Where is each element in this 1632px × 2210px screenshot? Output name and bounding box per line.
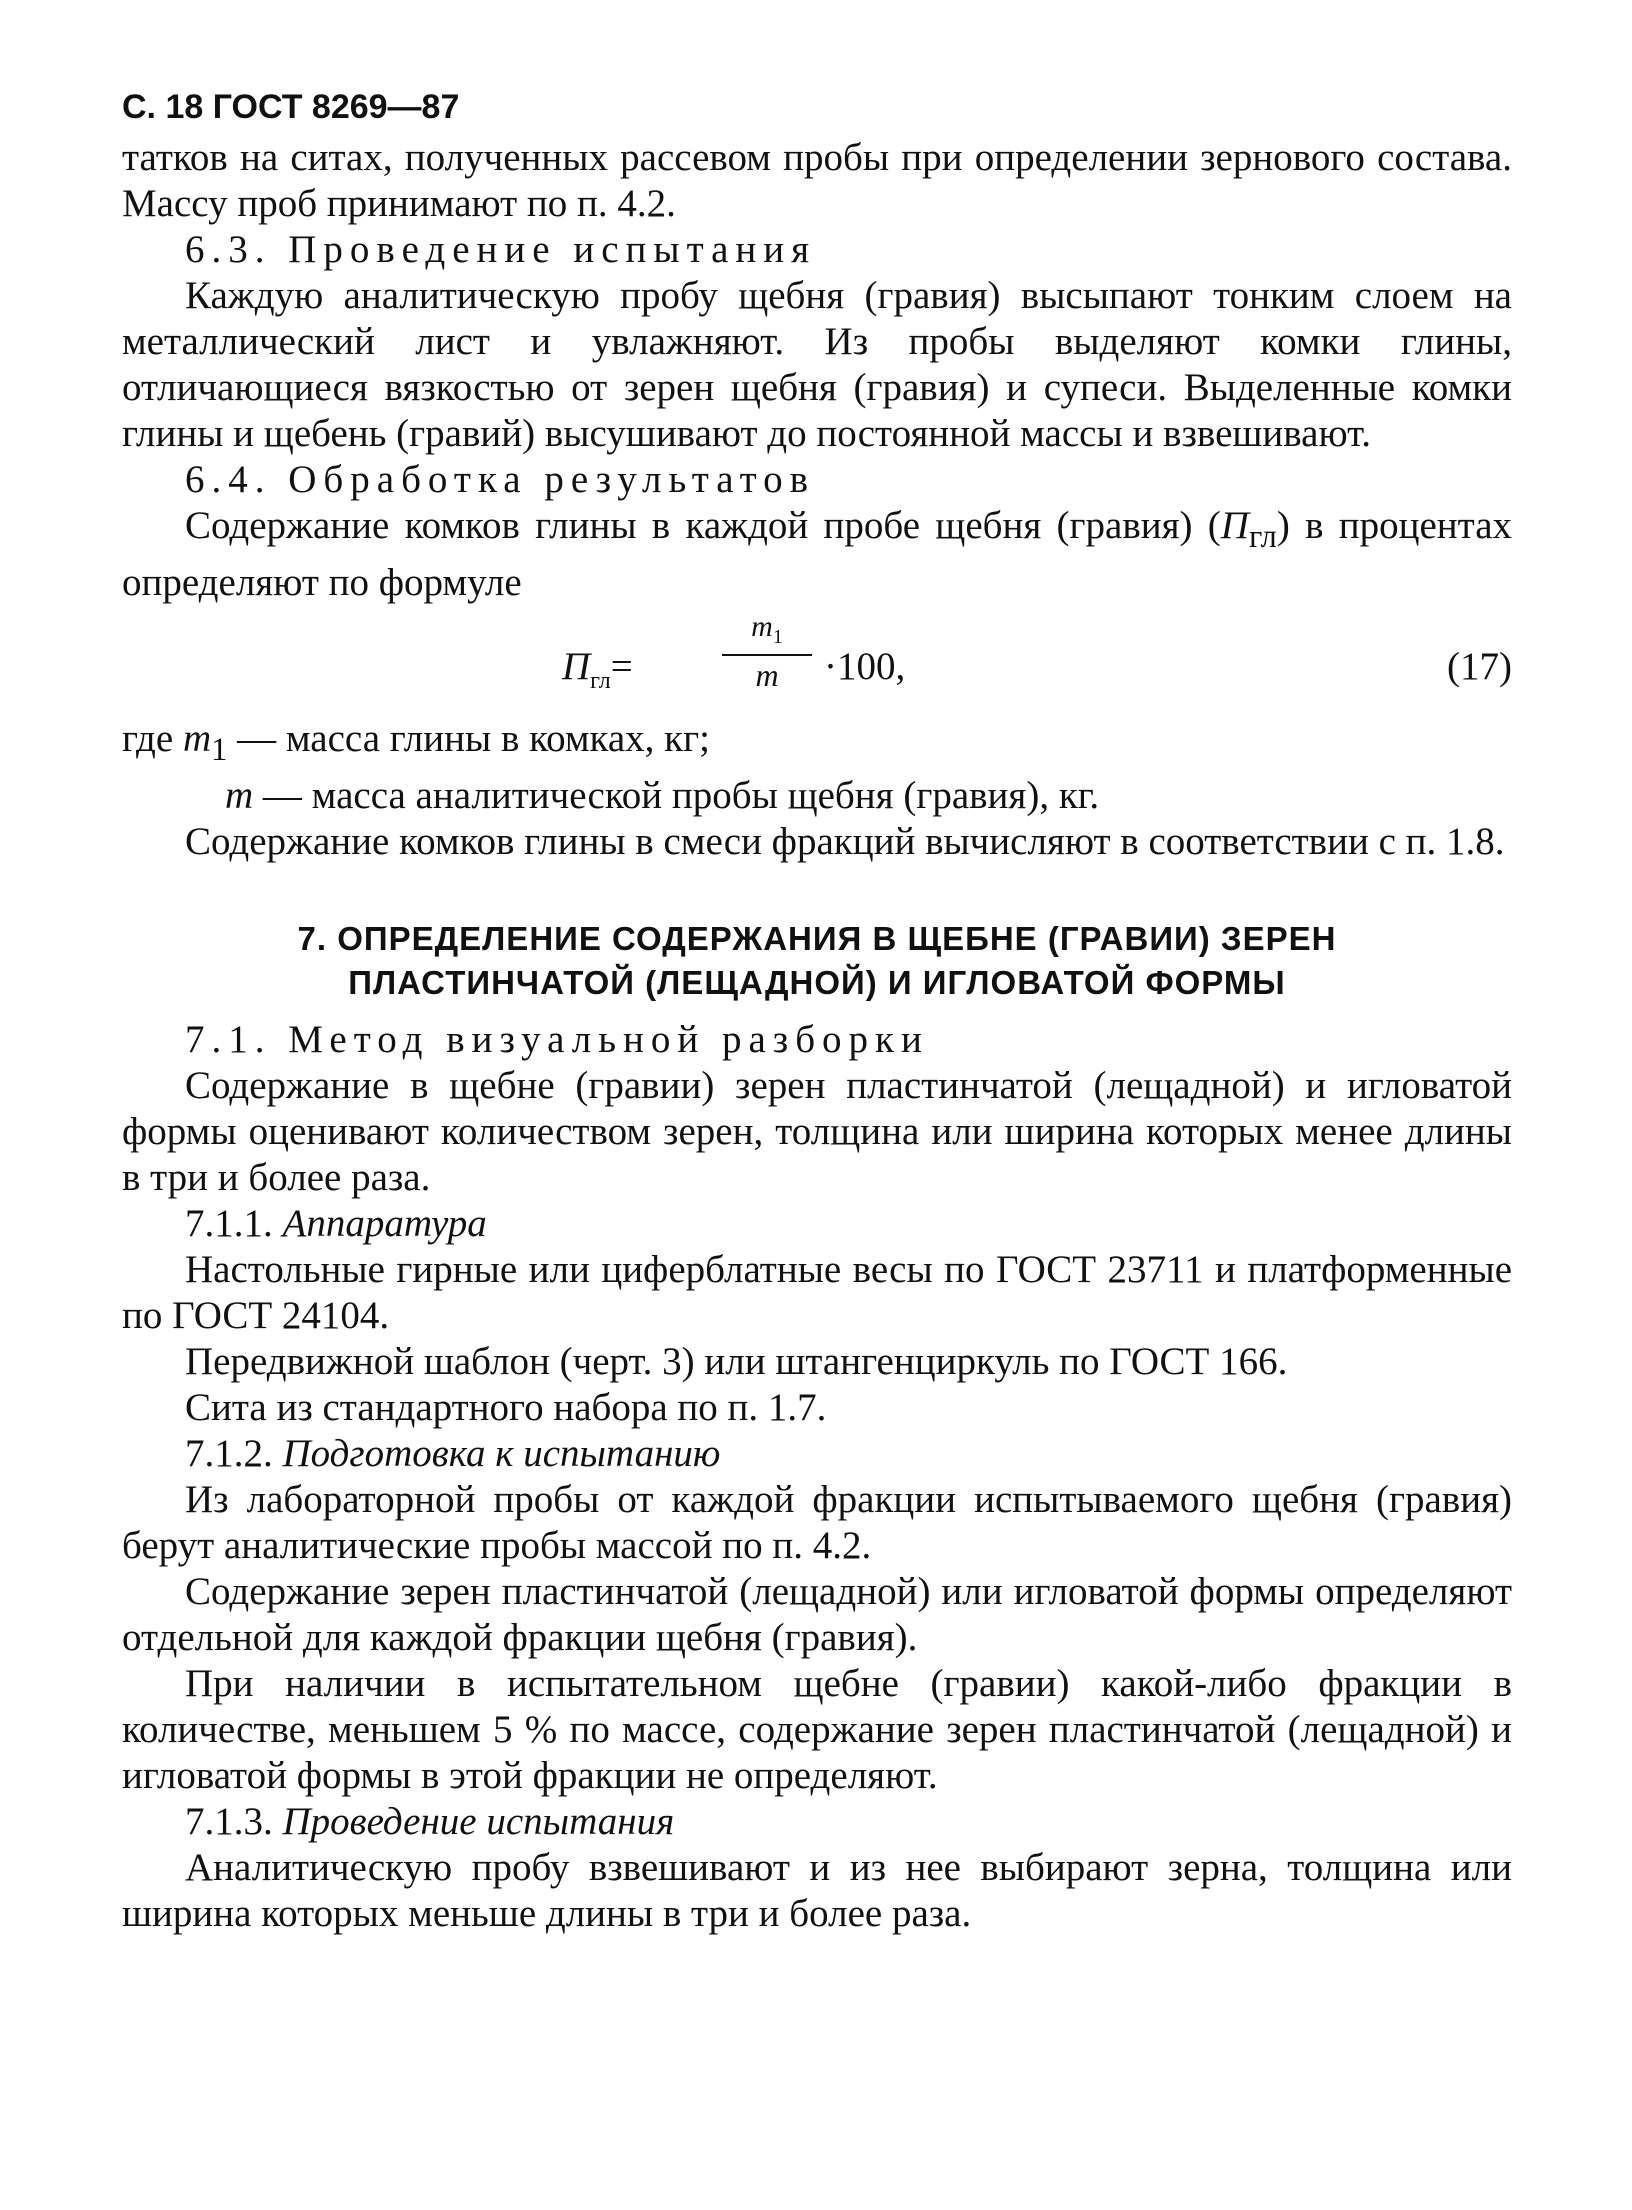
paragraph-6-4-note: Содержание комков глины в смеси фракций вычисляют в соответствии с п. 1.8. xyxy=(185,819,1505,863)
formula-legend xyxy=(122,716,1512,819)
legend-m1: где $m_1$ — масса глины в комках, кг; xyxy=(122,716,710,768)
symbol-p-gl: П xyxy=(1220,504,1249,547)
paragraph-7-1-1-c: Сита из стандартного набора по п. 1.7. xyxy=(185,1385,827,1429)
section-6-3-title: 6.3. Проведение испытания xyxy=(185,228,817,271)
document-page xyxy=(122,88,1512,1937)
section-7-1-title: 7.1. Метод визуальной разборки xyxy=(185,1017,929,1061)
section-7-1-3-title: 7.1.3. Проведение испытания xyxy=(185,1799,675,1843)
formula-fraction: $\frac{m_1}{m}$ xyxy=(722,610,812,694)
formula-number: (17) xyxy=(1447,644,1512,688)
formula-lhs: $П_{гл}=$ xyxy=(562,644,633,694)
section-6-4-title: 6.4. Обработка результатов xyxy=(185,458,816,501)
section-7-1-2-title: 7.1.2. Подготовка к испытанию xyxy=(185,1431,721,1475)
page-header: С. 18 ГОСТ 8269—87 xyxy=(122,88,460,126)
formula-17 xyxy=(122,606,1512,716)
paragraph-7-1-3: Аналитическую пробу взвешивают и из нее выбирают зерна, толщина или ширина которых меньше длины в три и более раза. xyxy=(122,1845,1512,1935)
paragraph-6-3: Каждую аналитическую пробу щебня (гравия) высыпают тонким слоем на металлический лист и увлажняют. Из пробы выделяют комки глины, отличающиеся вязкостью от зерен щебня (гравия) и супеси. Выделенные комки глины и щебень (гравий) высушивают до постоянной массы и взвешивают. xyxy=(122,274,1512,455)
section-7-heading: 7. ОПРЕДЕЛЕНИЕ СОДЕРЖАНИЯ В ЩЕБНЕ (ГРАВИИ) ЗЕРЕН ПЛАСТИНЧАТОЙ (ЛЕЩАДНОЙ) И ИГЛОВАТОЙ ФОРМЫ xyxy=(297,919,1337,1001)
paragraph-7-1-2-b: Содержание зерен пластинчатой (лещадной) или игловатой формы определяют отдельной для каждой фракции щебня (гравия). xyxy=(122,1569,1512,1659)
paragraph-intro: татков на ситах, полученных рассевом пробы при определении зернового состава. Массу проб принимают по п. 4.2. xyxy=(122,136,1512,225)
formula-rhs: ·100, xyxy=(824,644,906,688)
paragraph-7-1-2-c: При наличии в испытательном щебне (гравии) какой-либо фракции в количестве, меньшем 5 % по массе, содержание зерен пластинчатой (лещадной) и игловатой формы в этой фракции не определяют. xyxy=(122,1661,1512,1797)
paragraph-7-1-2-a: Из лабораторной пробы от каждой фракции испытываемого щебня (гравия) берут аналитические пробы массой по п. 4.2. xyxy=(122,1477,1512,1567)
paragraph-7-1-1-b: Передвижной шаблон (черт. 3) или штангенциркуль по ГОСТ 166. xyxy=(185,1339,1288,1383)
section-7-1-1-title: 7.1.1. Аппаратура xyxy=(185,1201,487,1245)
legend-m: m — масса аналитической пробы щебня (гравия), кг. xyxy=(225,773,1100,817)
paragraph-7-1-1-a: Настольные гирные или циферблатные весы по ГОСТ 23711 и платформенные по ГОСТ 24104. xyxy=(122,1247,1512,1337)
paragraph-7-1: Содержание в щебне (гравии) зерен пластинчатой (лещадной) и игловатой формы оценивают количеством зерен, толщина или ширина которых менее длины в три и более раза. xyxy=(122,1063,1512,1199)
paragraph-6-4: Содержание комков глины в каждой пробе щебня (гравия) $(П_{гл})$ в процентах определяют по формуле xyxy=(122,504,1513,604)
